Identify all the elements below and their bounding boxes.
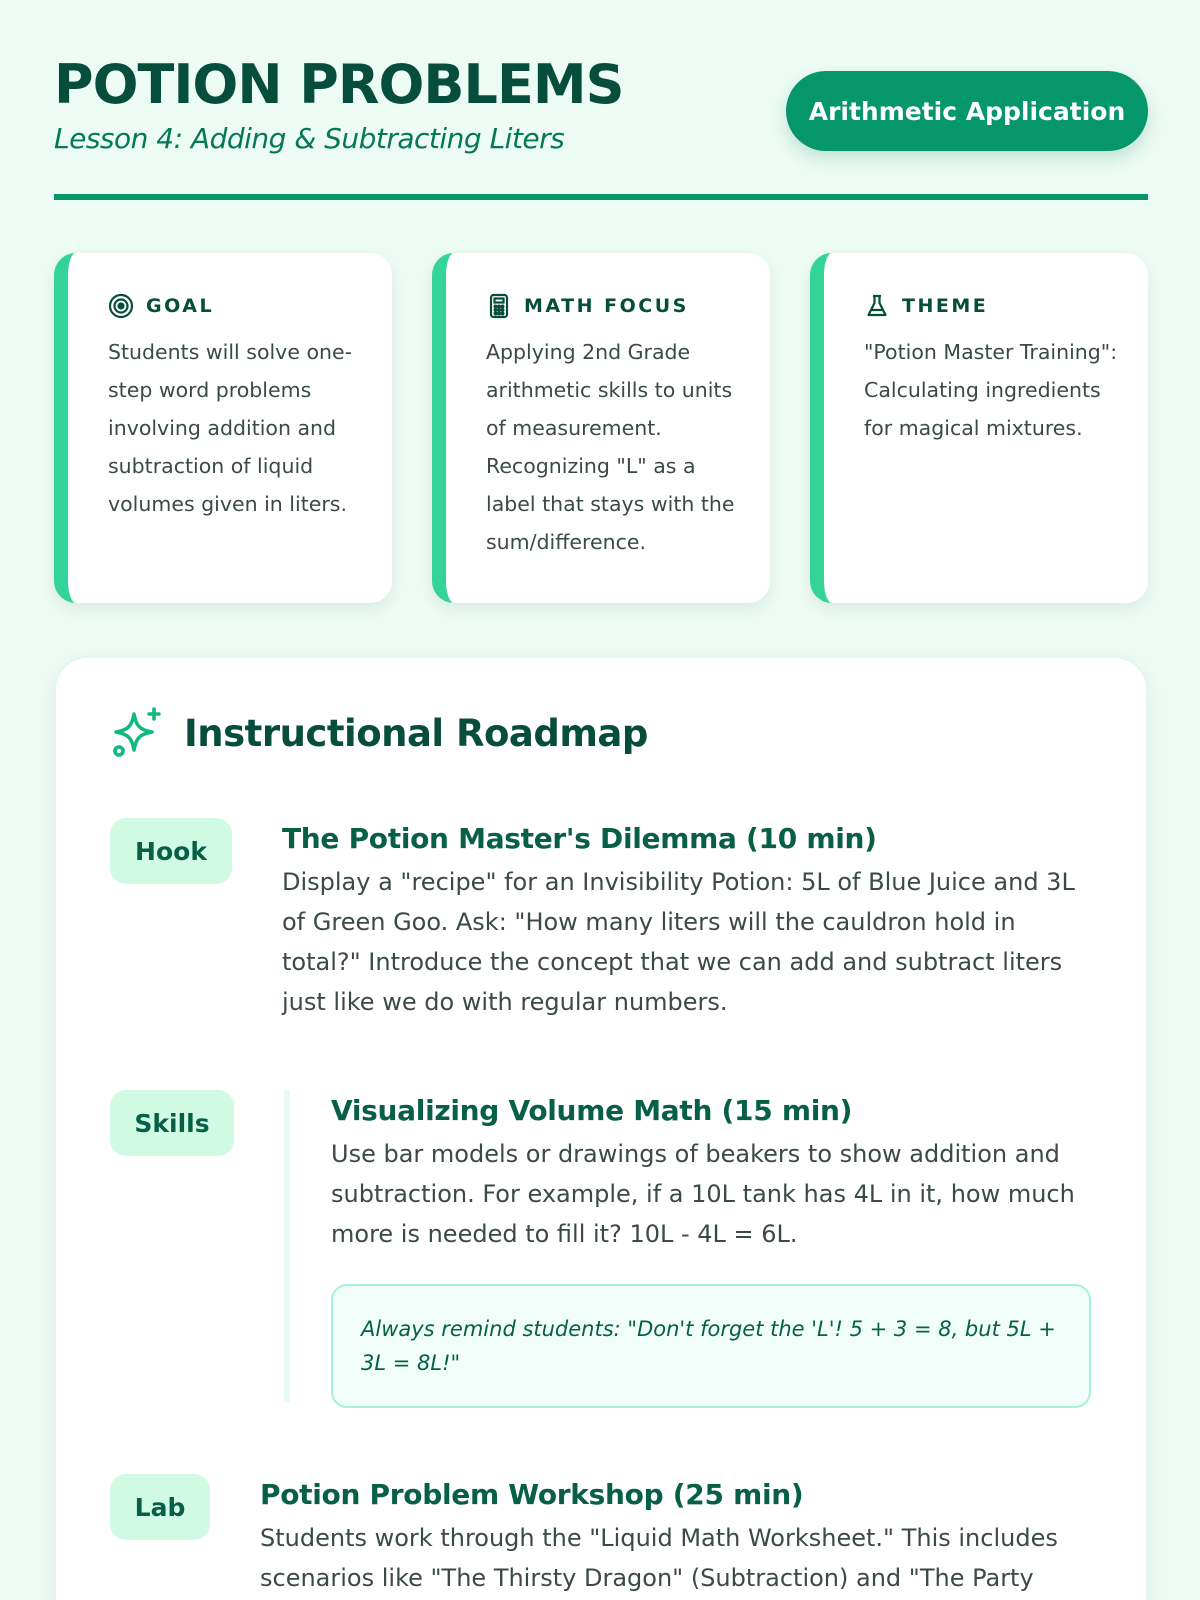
arithmetic-application-badge: Arithmetic Application: [786, 71, 1148, 151]
header-divider: [54, 194, 1148, 200]
theme-card-heading: [864, 293, 1128, 319]
hook-stage-body: Display a "recipe" for an Invisibility Potion: 5L of Blue Juice and 3L of Green Goo. Ask: "How many liters will the cauldron hold in total?" Introduce the concept that we can add and subtract liters just like we do with regular numbers.: [282, 868, 1075, 1016]
goal-heading-label: GOAL: [146, 295, 215, 317]
math-focus-card: [432, 253, 770, 603]
calculator-icon: [486, 293, 512, 319]
lesson-subtitle: Lesson 4: Adding & Subtracting Liters: [54, 122, 565, 155]
lab-stage-body: Students work through the "Liquid Math Worksheet." This includes scenarios like "The Thirsty Dragon" (Subtraction) and "The Party: [260, 1524, 1058, 1592]
math-focus-heading-label: MATH FOCUS: [524, 295, 689, 317]
sparkles-icon: [110, 706, 164, 760]
flask-icon: [864, 293, 890, 319]
theme-heading-label: THEME: [902, 295, 989, 317]
lab-stage-title: Potion Problem Workshop (25 min): [260, 1478, 804, 1511]
lab-tag: Lab: [110, 1474, 210, 1540]
goal-card-heading: [108, 293, 372, 319]
hook-stage-title: The Potion Master's Dilemma (10 min): [282, 822, 877, 855]
lab-stage: [260, 1476, 1080, 1598]
math-focus-card-heading: [486, 293, 750, 319]
roadmap-heading: [110, 706, 648, 760]
skills-reminder-note: Always remind students: "Don't forget the 'L'! 5 + 3 = 8, but 5L + 3L = 8L!": [331, 1284, 1091, 1408]
hook-tag: Hook: [110, 818, 232, 884]
page-title: POTION PROBLEMS: [54, 53, 624, 116]
math-focus-text: Applying 2nd Grade arithmetic skills to units of measurement. Recognizing "L" as a label that stays with the sum/difference.: [486, 340, 735, 554]
instructional-roadmap: [54, 656, 1148, 1600]
skills-stage-body: Use bar models or drawings of beakers to show addition and subtraction. For example, if a 10L tank has 4L in it, how much more is needed to fill it? 10L - 4L = 6L.: [331, 1140, 1075, 1248]
goal-text: Students will solve one-step word problems involving addition and subtraction of liquid volumes given in liters.: [108, 340, 352, 516]
page-header: [54, 50, 1148, 200]
roadmap-title: Instructional Roadmap: [184, 711, 648, 755]
hook-stage: [282, 820, 1082, 1022]
theme-card: [810, 253, 1148, 603]
skills-stage-title: Visualizing Volume Math (15 min): [331, 1094, 853, 1127]
goal-card: [54, 253, 392, 603]
theme-text: "Potion Master Training": Calculating ingredients for magical mixtures.: [864, 340, 1118, 440]
skills-tag: Skills: [110, 1090, 234, 1156]
target-icon: [108, 293, 134, 319]
skills-stage: [331, 1092, 1101, 1408]
skills-divider: [284, 1090, 290, 1402]
